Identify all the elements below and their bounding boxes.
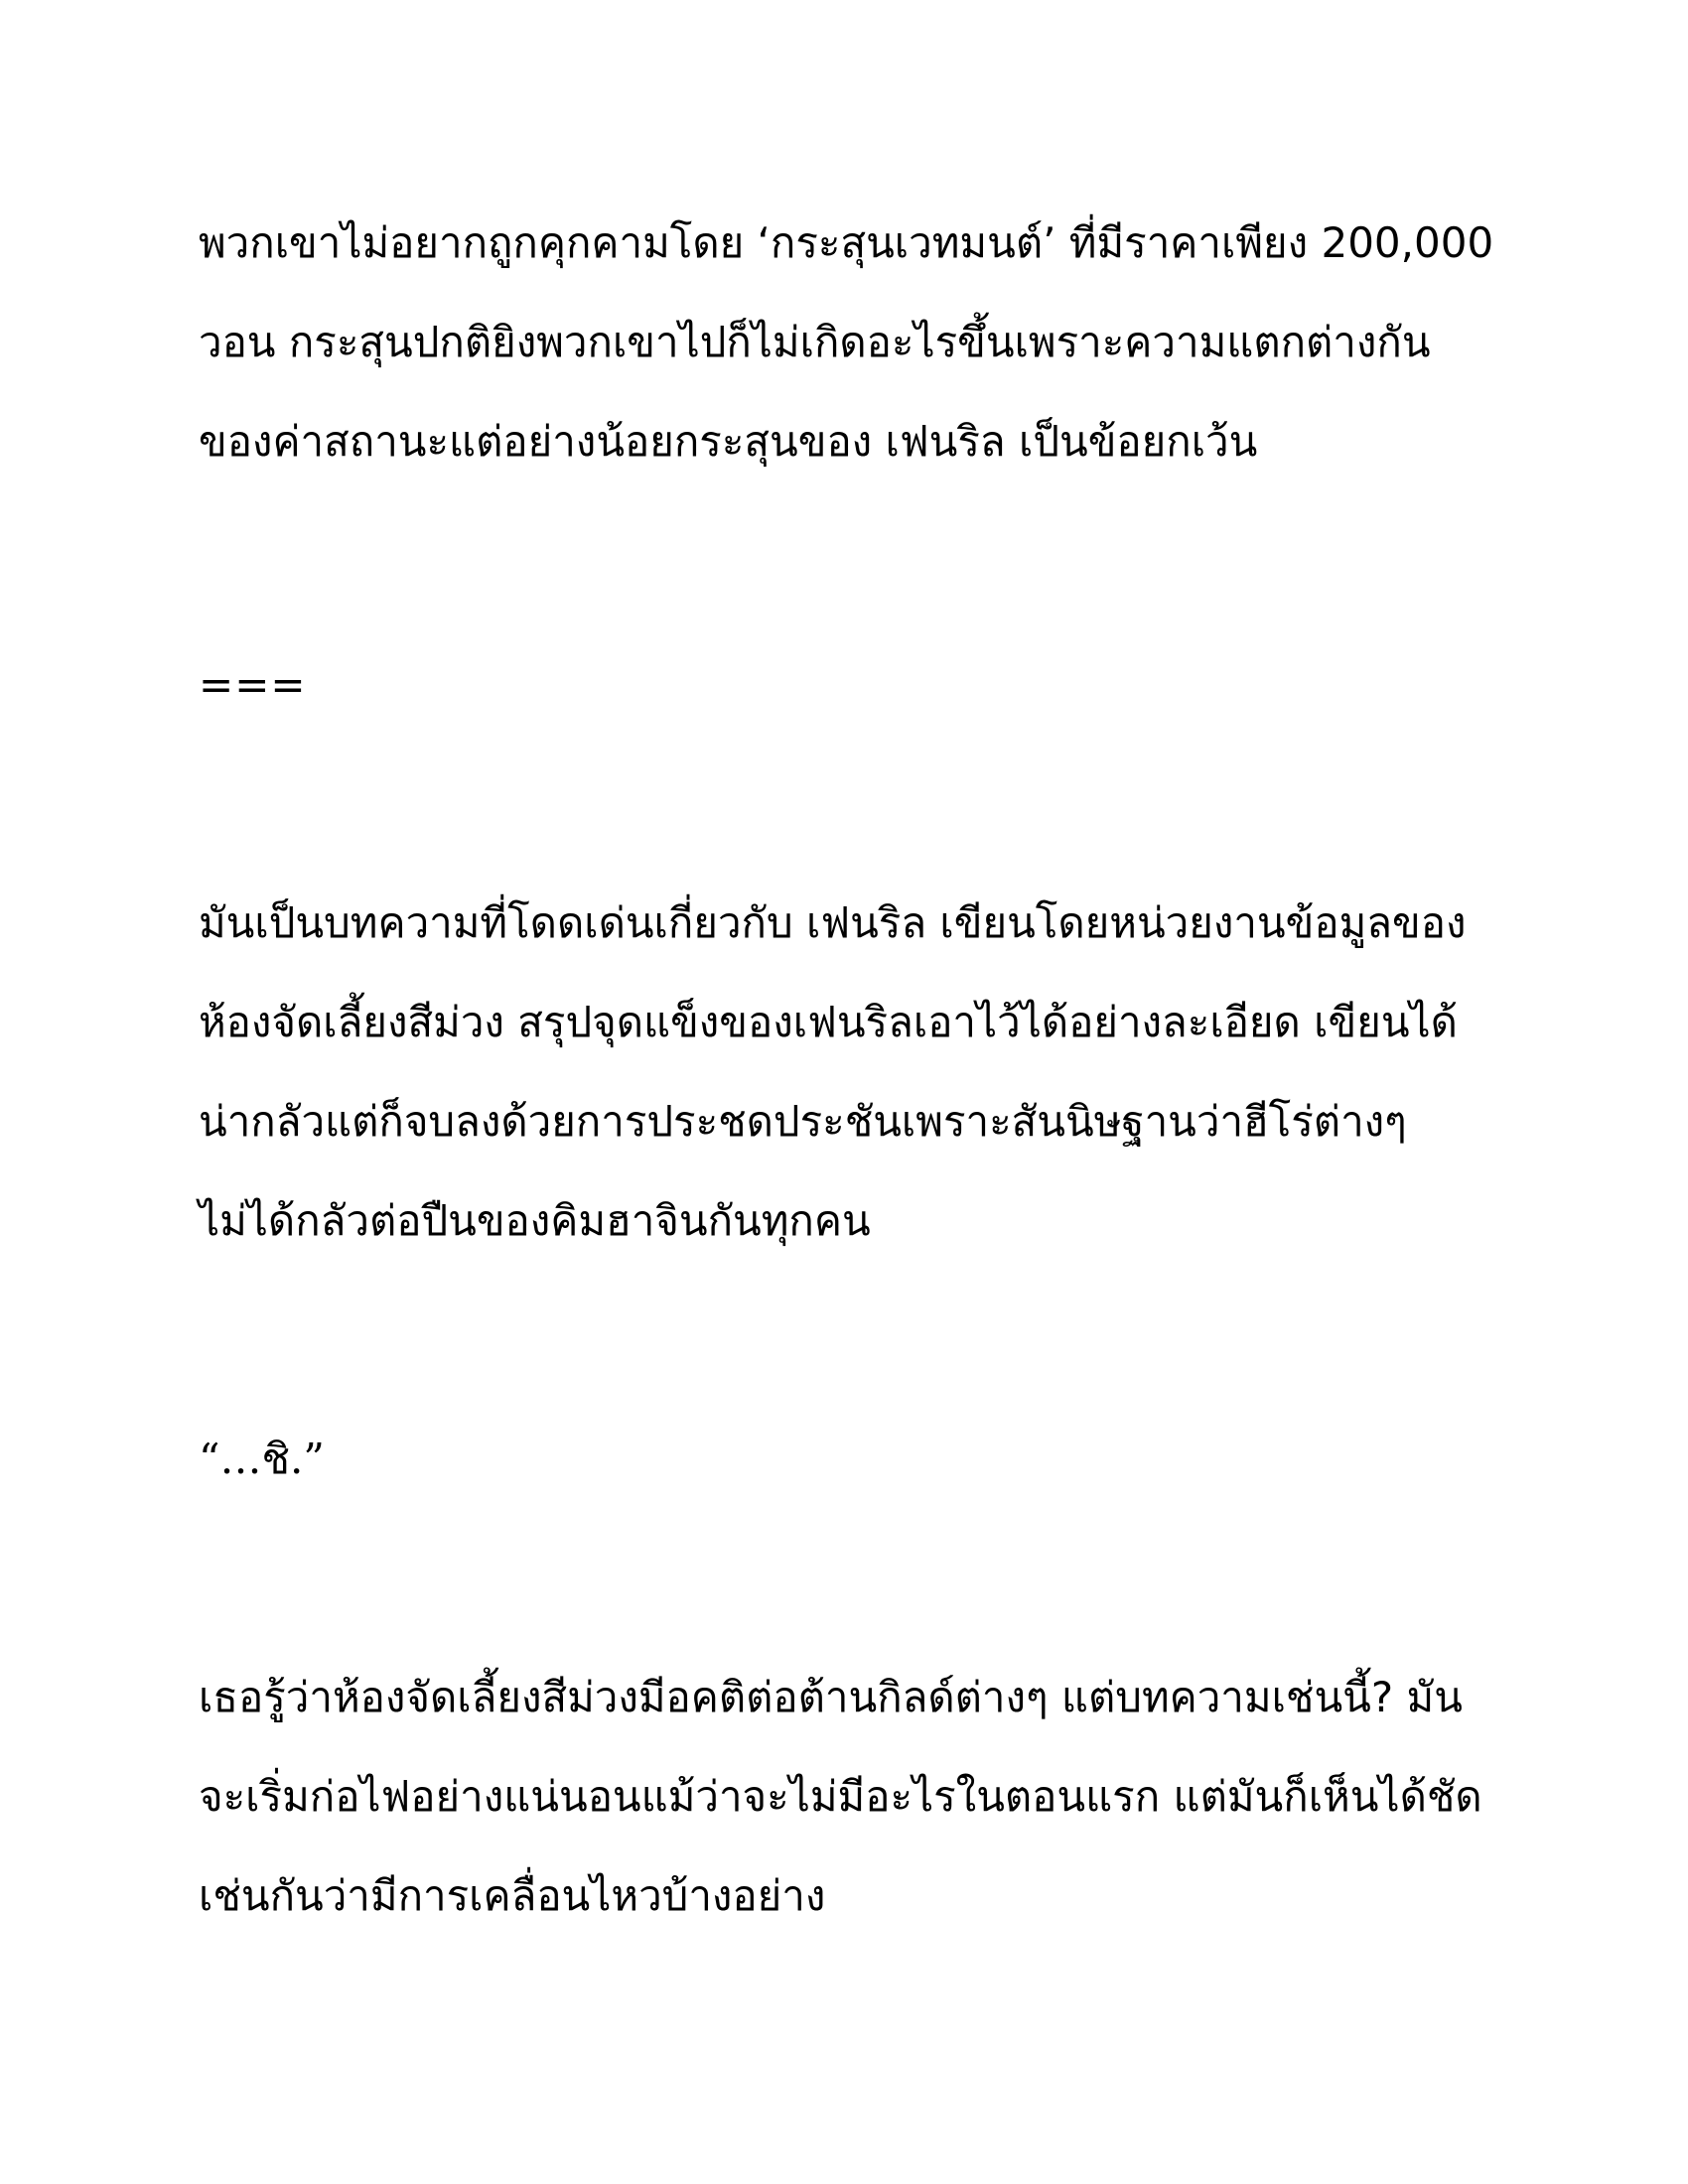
paragraph-2-line-1: มันเป็นบทความที่โดดเด่นเกี่ยวกับ เฟนริล เขียนโดยหน่วยงานข้อมูลของ bbox=[199, 898, 1467, 947]
paragraph-2-line-2: ห้องจัดเลี้ยงสีม่วง สรุปจุดแข็งของเฟนริลเอาไว้ได้อย่างละเอียด เขียนได้ bbox=[199, 998, 1458, 1046]
paragraph-1-line-1: พวกเขาไม่อยากถูกคุกคามโดย ‘กระสุนเวทมนต์’ ที่มีราคาเพียง 200,000 bbox=[199, 218, 1494, 267]
paragraph-3-line-3: เช่นกันว่ามีการเคลื่อนไหวบ้างอย่าง bbox=[199, 1871, 826, 1920]
paragraph-2-line-3: น่ากลัวแต่ก็จบลงด้วยการประชดประชันเพราะสันนิษฐานว่าฮีโร่ต่างๆ bbox=[199, 1097, 1407, 1146]
paragraph-1-line-2: วอน กระสุนปกติยิงพวกเขาไปก็ไม่เกิดอะไรขึ้นเพราะความแตกต่างกัน bbox=[199, 318, 1431, 366]
paragraph-3-line-2: จะเริ่มก่อไฟอย่างแน่นอนแม้ว่าจะไม่มีอะไรในตอนแรก แต่มันก็เห็นได้ชัด bbox=[199, 1772, 1482, 1821]
paragraph-2-line-4: ไม่ได้กลัวต่อปืนของคิมฮาจินกันทุกคน bbox=[199, 1196, 871, 1245]
section-separator: === bbox=[199, 660, 307, 709]
paragraph-3-line-1: เธอรู้ว่าห้องจัดเลี้ยงสีม่วงมีอคติต่อต้านกิลด์ต่างๆ แต่บทความเช่นนี้? มัน bbox=[199, 1673, 1463, 1721]
paragraph-1-line-3: ของค่าสถานะแต่อย่างน้อยกระสุนของ เฟนริล เป็นข้อยกเว้น bbox=[199, 417, 1258, 466]
dialogue-quote: “…ชิ.” bbox=[199, 1434, 325, 1483]
